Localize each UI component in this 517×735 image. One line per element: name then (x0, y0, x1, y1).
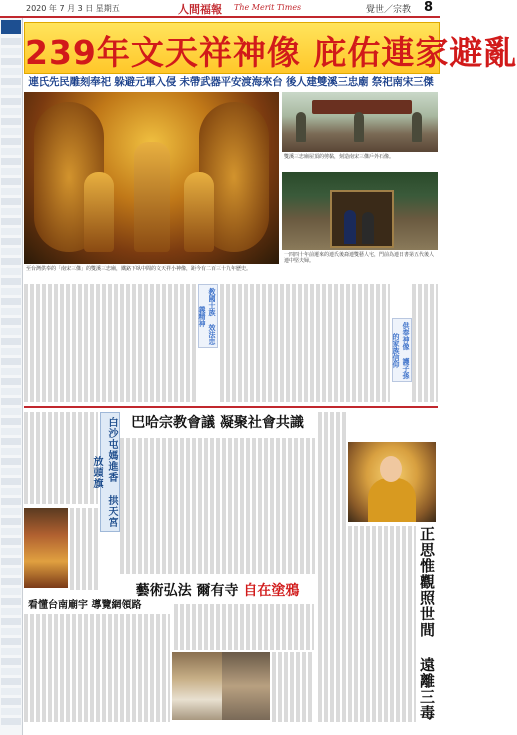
article-body-text (174, 604, 314, 650)
sidebar-listing (1, 48, 21, 55)
sidebar-listing (1, 88, 21, 95)
sidebar-listing (1, 158, 21, 165)
sidebar-listing (1, 698, 21, 705)
sidebar-listing (1, 98, 21, 105)
newspaper-logo-english: The Merit Times (234, 3, 302, 12)
sidebar-listing (1, 128, 21, 135)
issue-date: 2020 年 7 月 3 日 星期五 (26, 4, 120, 13)
sidebar-listing (1, 528, 21, 535)
section-divider (24, 406, 438, 408)
article-body-text (24, 614, 170, 722)
sidebar-listing (1, 548, 21, 555)
monk-robe (368, 478, 416, 522)
sidebar-listing (1, 168, 21, 175)
headline-bahai-conference: 巴哈宗教會議 凝聚社會共識 (131, 415, 304, 431)
sidebar-listing (1, 598, 21, 605)
sidebar-listing (1, 38, 21, 45)
section-tag-left: 教國士族 效法忠義精神 (198, 284, 218, 348)
sidebar-listing (1, 498, 21, 505)
article-body-text (412, 284, 438, 402)
sidebar-listing (1, 578, 21, 585)
deity-statue (134, 142, 170, 252)
article-body-text (318, 412, 346, 722)
sidebar-listing (1, 458, 21, 465)
sidebar-listing (1, 398, 21, 405)
sidebar-listing (1, 468, 21, 475)
sidebar-listing (1, 58, 21, 65)
sidebar-listing (1, 328, 21, 335)
article-body-text (24, 284, 196, 402)
stone-figure (296, 112, 306, 142)
article-body-text (24, 412, 98, 504)
headline-art-temple (120, 580, 315, 602)
sidebar-listing (1, 408, 21, 415)
headline-art-temple-part: 藝術弘法 爾有寺 (135, 583, 239, 599)
sidebar-listing (1, 368, 21, 375)
sidebar-listing (1, 608, 21, 615)
sidebar-listing (1, 628, 21, 635)
person (362, 212, 374, 244)
sidebar-listing (1, 68, 21, 75)
headline-art-temple-highlight: 自在塗鴉 (243, 583, 300, 599)
sidebar-listing (1, 298, 21, 305)
sidebar-listing (1, 108, 21, 115)
masthead (0, 0, 440, 18)
sidebar-listing (1, 248, 21, 255)
sidebar-listing (1, 228, 21, 235)
sidebar-listing (1, 508, 21, 515)
newspaper-logo: 人間福報 (178, 3, 222, 16)
sidebar-listing (1, 278, 21, 285)
sidebar-listing (1, 268, 21, 275)
sidebar-listing (1, 238, 21, 245)
sidebar-listing (1, 148, 21, 155)
photo-temple-interior (24, 508, 68, 588)
sidebar-listing (1, 318, 21, 325)
deity-statue (184, 172, 214, 252)
sidebar-listing (1, 418, 21, 425)
sidebar-listing (1, 538, 21, 545)
stone-figure (412, 112, 422, 142)
sidebar-listing (1, 188, 21, 195)
sidebar-listing (1, 448, 21, 455)
sidebar-listing (1, 378, 21, 385)
main-subheadline: 連氏先民雕刻奉祀 躲避元軍入侵 未帶武器平安渡海來台 後人建雙溪三忠廟 祭祀南宋三傑 (28, 76, 434, 88)
sidebar-listing (1, 618, 21, 625)
article-body-text (120, 438, 315, 574)
sidebar-listing (1, 348, 21, 355)
sidebar-listing (1, 678, 21, 685)
roof-ridge (312, 100, 412, 114)
sidebar-listing (1, 338, 21, 345)
sidebar-listing (1, 198, 21, 205)
sidebar-listing (1, 208, 21, 215)
photo-temple-entrance (282, 172, 438, 250)
sidebar-listing (1, 218, 21, 225)
sidebar-listing (1, 648, 21, 655)
sidebar-listing (1, 258, 21, 265)
article-body-text (272, 652, 314, 722)
photo-caption-top-right: 雙溪三忠廟屋頂的剪黏，刻造南宋三傑戶外石像。 (284, 154, 395, 160)
sidebar-listing (1, 668, 21, 675)
photo-temple-roof (282, 92, 438, 152)
photo-monk-portrait (348, 442, 436, 522)
photo-caption-mid-right: 一四四十年前遷來的連氏後裔連雙藝人宅，門前為連日書第五代後人連中堅夫婦。 (284, 252, 435, 264)
sidebar-listing (1, 388, 21, 395)
sidebar-listing (1, 588, 21, 595)
sidebar-listing (1, 438, 21, 445)
photo-art-detail (222, 652, 270, 720)
article-body-text (70, 508, 98, 590)
sidebar-listing (1, 518, 21, 525)
main-headline-banner (24, 22, 517, 74)
headline-temple-procession: 白沙屯媽進香 拱天宮放頭旗 (100, 412, 120, 532)
sidebar-listing (1, 178, 21, 185)
sidebar-listing (1, 78, 21, 85)
sidebar-listing (1, 138, 21, 145)
photo-caption-main: 至台灣供奉的「南宋三傑」的雙溪三忠廟，鐵鉻下臥中間的文天祥小神像，距今有二百三十九年歷史。 (26, 266, 252, 272)
stone-figure (354, 112, 364, 142)
sidebar-listing (1, 558, 21, 565)
sidebar-listing (1, 638, 21, 645)
photo-golden-statues (24, 92, 279, 264)
person (344, 210, 356, 244)
sidebar-listing (1, 708, 21, 715)
section-name: 覺世／宗教 (366, 5, 412, 15)
sidebar-listing (1, 688, 21, 695)
headline-right-thought: 正思惟觀照世間 遠離三毒 (418, 526, 436, 721)
deity-statue (84, 172, 114, 252)
sidebar-listing (1, 658, 21, 665)
article-body-text (220, 284, 390, 402)
article-body-text (348, 526, 416, 722)
sidebar-listing (1, 358, 21, 365)
section-tag-right: 供奉神像 護子孫的家族信仰 (392, 318, 412, 382)
sidebar-listing (1, 488, 21, 495)
page-number: 8 (424, 0, 434, 15)
main-headline: 239年文天祥神像 庇佑連家避亂 (25, 33, 517, 72)
sidebar-logo-icon (1, 20, 21, 34)
sidebar-listing (1, 568, 21, 575)
sidebar-listing (1, 308, 21, 315)
left-sidebar-listings (0, 18, 23, 735)
headline-tainan-temples: 看懂台南廟宇 導覽網領路 (28, 600, 142, 611)
monk-face (380, 456, 402, 482)
sidebar-listing (1, 288, 21, 295)
sidebar-listing (1, 118, 21, 125)
sidebar-listing (1, 428, 21, 435)
sidebar-listing (1, 478, 21, 485)
sidebar-listing (1, 718, 21, 725)
